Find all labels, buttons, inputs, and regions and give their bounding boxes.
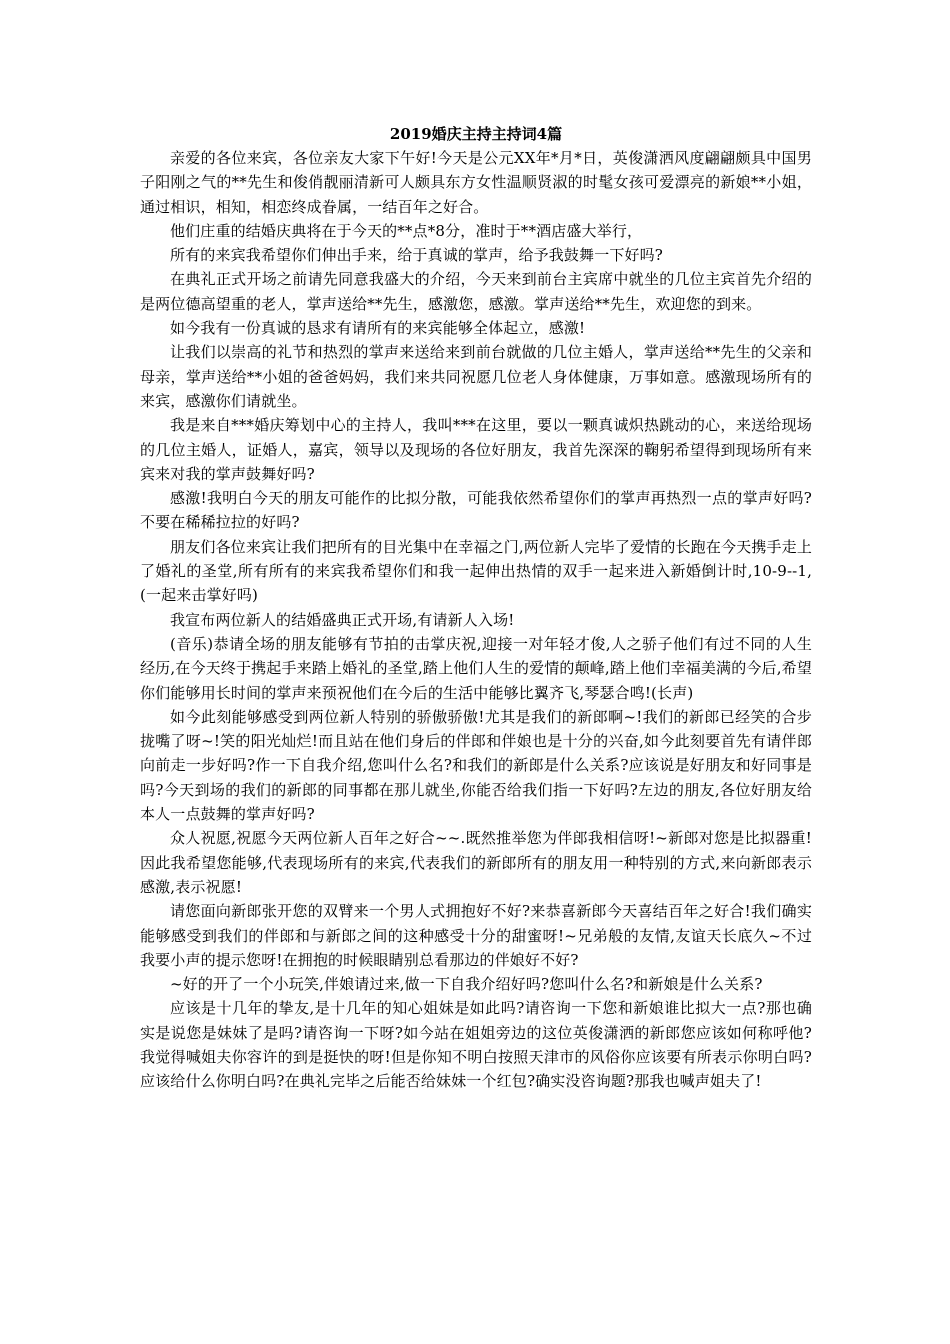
- paragraph: 应该是十几年的挚友,是十几年的知心姐妹是如此吗?请咨询一下您和新娘谁比拟大一点?那也确实是说您是妹妹了是吗?请咨询一下呀?如今站在姐姐旁边的这位英俊潇洒的新郎您应该如何称呼他?我觉得喊姐夫你容许的到是挺快的呀!但是你知不明白按照天津市的风俗你应该要有所表示你明白吗?应该给什么你明白吗?在典礼完毕之后能否给妹妹一个红包?确实没咨询题?那我也喊声姐夫了!: [140, 999, 812, 1091]
- paragraph: 感激!我明白今天的朋友可能作的比拟分散，可能我依然希望你们的掌声再热烈一点的掌声好吗?不要在稀稀拉拉的好吗?: [140, 489, 812, 532]
- paragraph: 请您面向新郎张开您的双臂来一个男人式拥抱好不好?来恭喜新郎今天喜结百年之好合!我们确实能够感受到我们的伴郎和与新郎之间的这种感受十分的甜蜜呀!~兄弟般的友情,友谊天长底久~不过我要小声的提示您呀!在拥抱的时候眼睛别总看那边的伴娘好不好?: [140, 902, 812, 969]
- paragraph: (音乐)恭请全场的朋友能够有节拍的击掌庆祝,迎接一对年轻才俊,人之骄子他们有过不同的人生经历,在今天终于携起手来踏上婚礼的圣堂,踏上他们人生的爱情的颠峰,踏上他们幸福美满的今后,希望你们能够用长时间的掌声来预祝他们在今后的生活中能够比翼齐飞,琴瑟合鸣!(长声): [140, 634, 812, 702]
- paragraph: 他们庄重的结婚庆典将在于今天的**点*8分，准时于**酒店盛大举行，: [170, 221, 643, 240]
- paragraph: 在典礼正式开场之前请先同意我盛大的介绍，今天来到前台主宾席中就坐的几位主宾首先介绍的是两位德高望重的老人，掌声送给**先生，感激您，感激。掌声送给**先生，欢迎您的到来。: [140, 270, 812, 313]
- paragraph: 如今此刻能够感受到两位新人特别的骄傲骄傲!尤其是我们的新郎啊~!我们的新郎已经笑的合步拢嘴了呀~!笑的阳光灿烂!而且站在他们身后的伴郎和伴娘也是十分的兴奋,如今此刻要首先有请伴郎向前走一步好吗?作一下自我介绍,您叫什么名?和我们的新郎是什么关系?应该说是好朋友和好同事是吗?今天到场的我们的新郎的同事都在那儿就坐,你能否给我们指一下好吗?左边的朋友,各位好朋友给本人一点鼓舞的掌声好吗?: [140, 707, 812, 824]
- paragraph: 亲爱的各位来宾，各位亲友大家下午好!今天是公元XX年*月*日，英俊潇洒风度翩翩颇具中国男子阳刚之气的**先生和俊俏靓丽清新可人颇具东方女性温顺贤淑的时髦女孩可爱漂亮的新娘**小姐，通过相识，相知，相恋终成眷属，一结百年之好合。: [140, 149, 812, 216]
- paragraph: 我是来自***婚庆筹划中心的主持人，我叫***在这里，要以一颗真诚炽热跳动的心，来送给现场的几位主婚人，证婚人，嘉宾，领导以及现场的各位好朋友，我首先深深的鞠躬希望得到现场所有来宾来对我的掌声鼓舞好吗?: [140, 416, 812, 483]
- paragraph: 让我们以崇高的礼节和热烈的掌声来送给来到前台就做的几位主婚人，掌声送给**先生的父亲和母亲，掌声送给**小姐的爸爸妈妈，我们来共同祝愿几位老人身体健康，万事如意。感激现场所有的来宾，感激你们请就坐。: [140, 343, 812, 410]
- paragraph: 众人祝愿,祝愿今天两位新人百年之好合~~.既然推举您为伴郎我相信呀!~新郎对您是比拟器重!因此我希望您能够,代表现场所有的来宾,代表我们的新郎所有的朋友用一种特别的方式,来向新郎表示感激,表示祝愿!: [140, 829, 812, 896]
- paragraph: 朋友们各位来宾让我们把所有的目光集中在幸福之门,两位新人完毕了爱情的长跑在今天携手走上了婚礼的圣堂,所有所有的来宾我希望你们和我一起伸出热情的双手一起来进入新婚倒计时,10-9--1,(一起来击掌好吗): [140, 537, 812, 605]
- paragraph: 所有的来宾我希望你们伸出手来，给于真诚的掌声，给予我鼓舞一下好吗?: [170, 246, 663, 265]
- document-page: [140, 122, 812, 1094]
- document-title: 2019婚庆主持主持词4篇: [389, 125, 563, 143]
- paragraph: ~好的开了一个小玩笑,伴娘请过来,做一下自我介绍好吗?您叫什么名?和新娘是什么关系?: [170, 975, 763, 994]
- paragraph: 如今我有一份真诚的恳求有请所有的来宾能够全体起立，感激!: [170, 319, 586, 338]
- paragraph: 我宣布两位新人的结婚盛典正式开场,有请新人入场!: [170, 610, 515, 629]
- document-body: [140, 146, 812, 1094]
